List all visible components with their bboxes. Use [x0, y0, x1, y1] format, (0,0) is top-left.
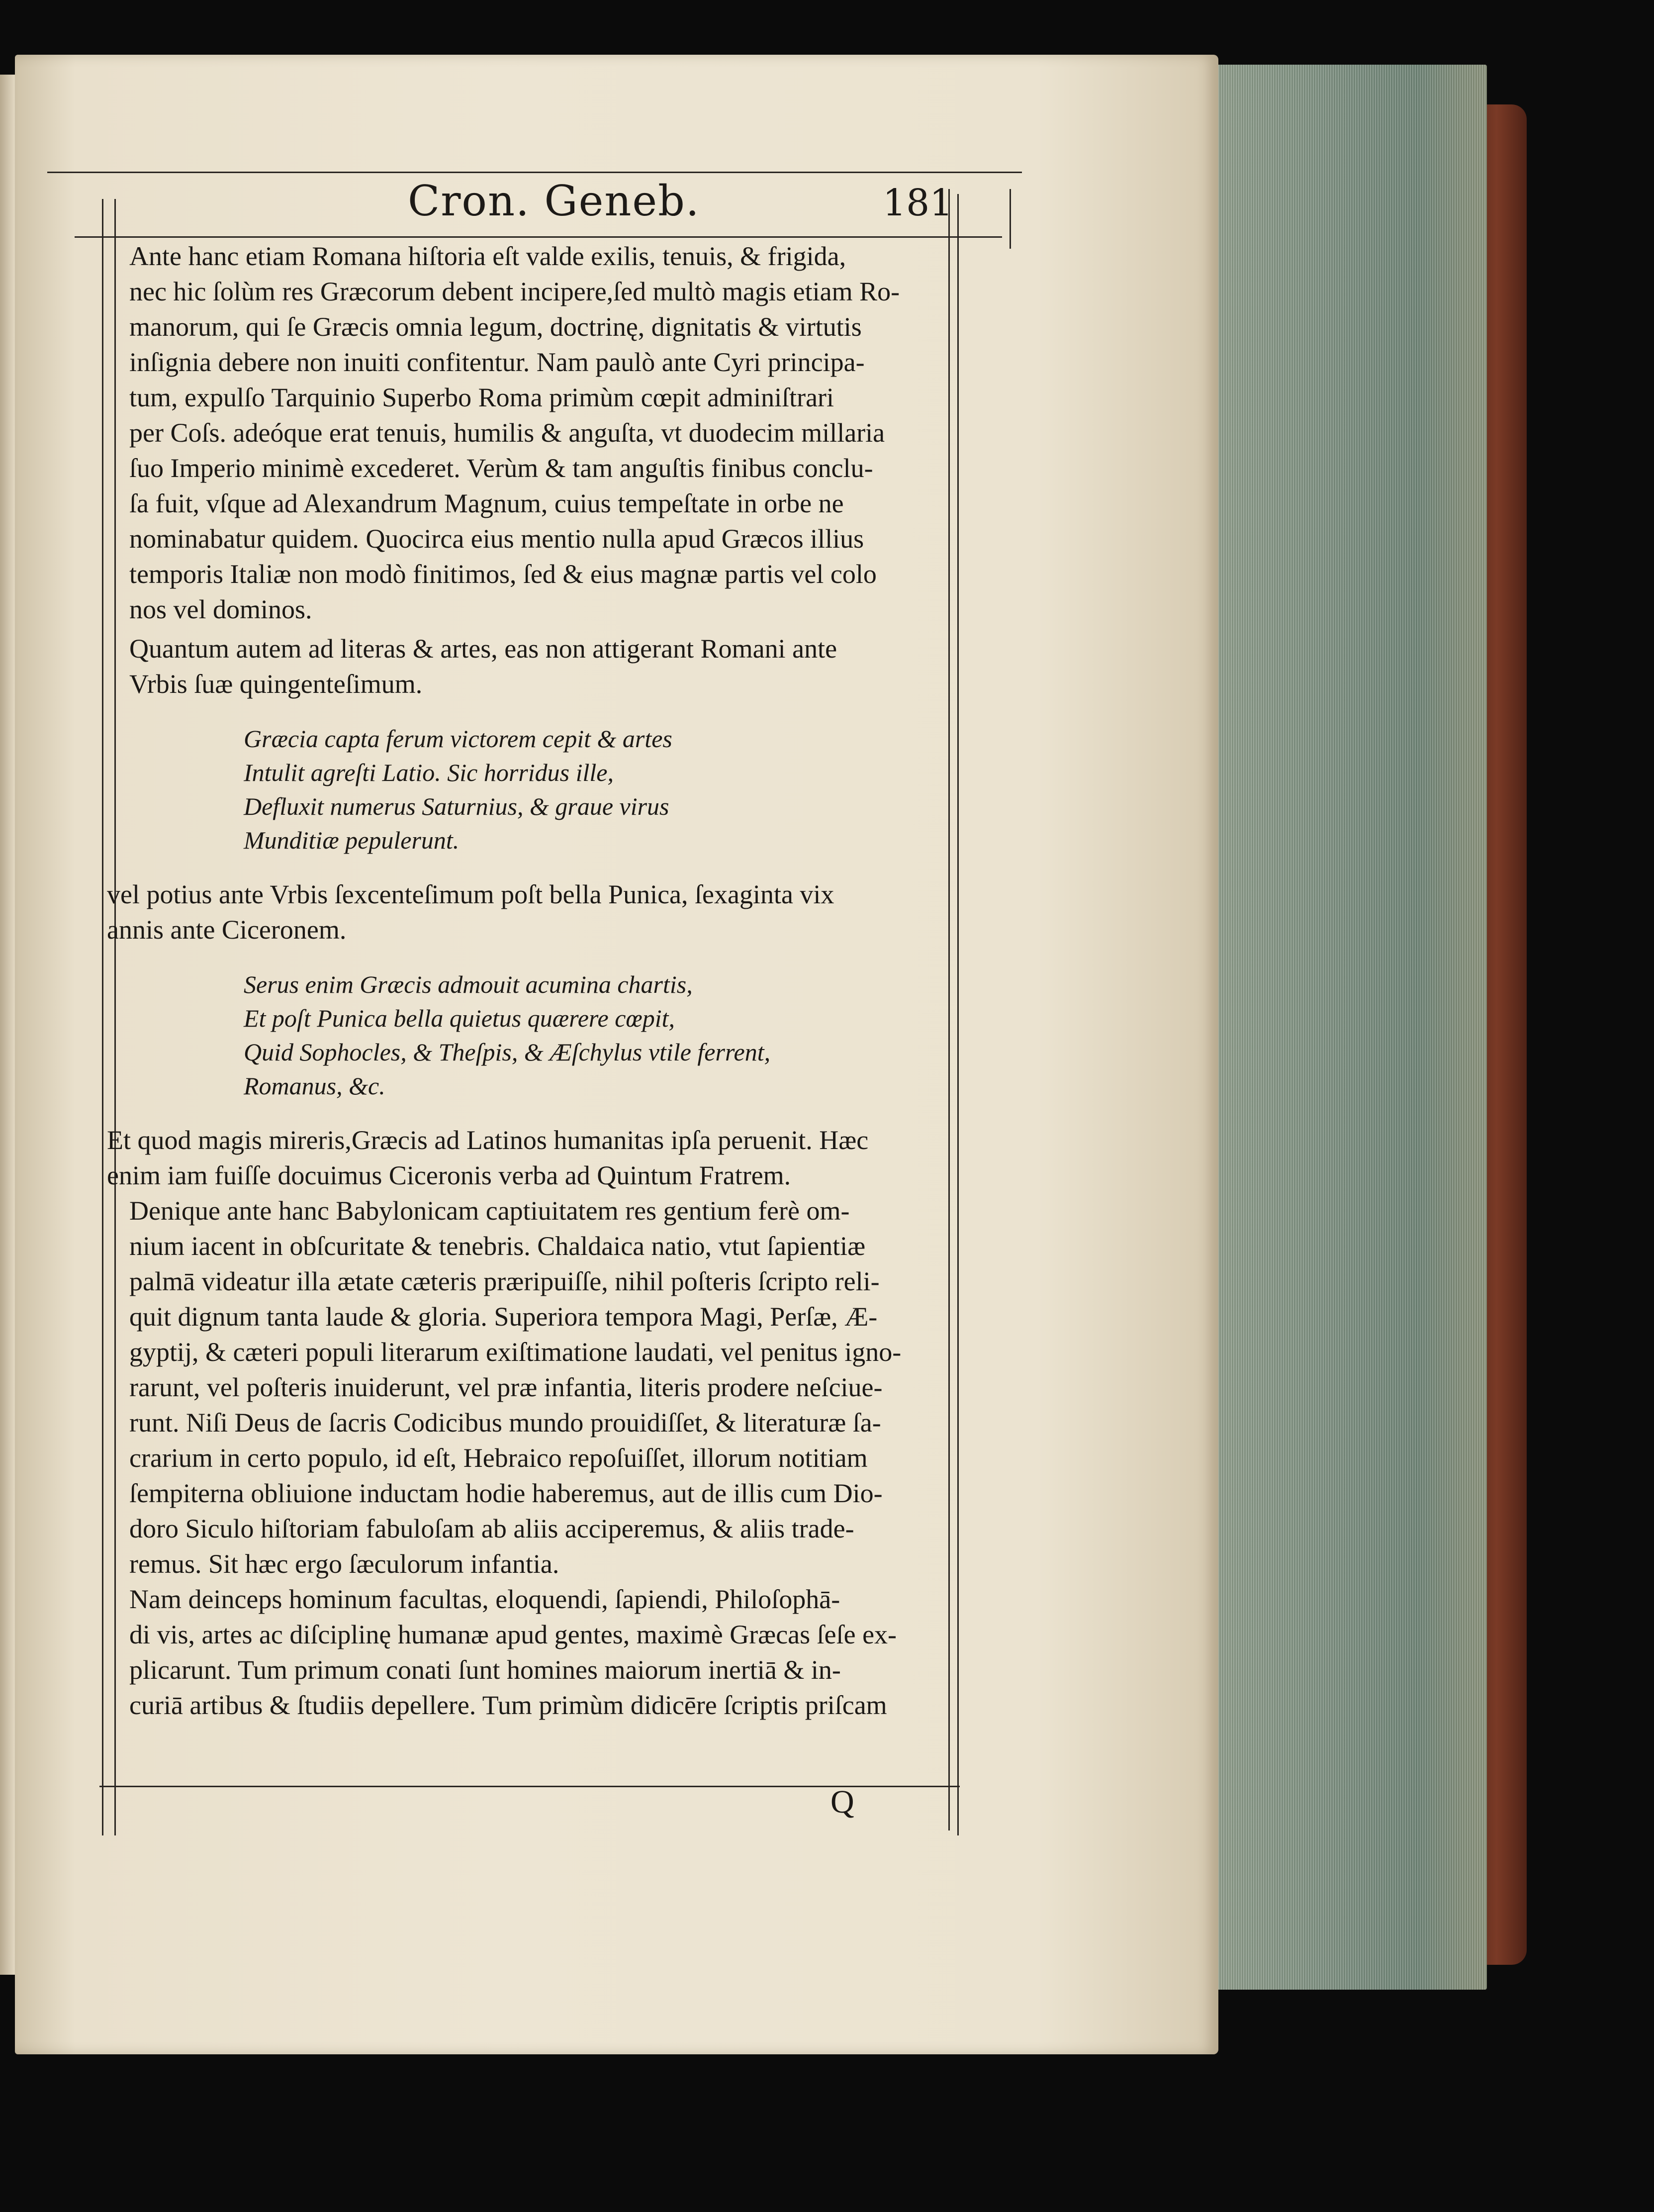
- text-line: Quantum autem ad literas & artes, eas non attigerant Romani ante: [129, 634, 837, 664]
- header-rule-top: [47, 172, 1022, 173]
- text-line: manorum, qui ſe Græcis omnia legum, doctrinę, dignitatis & virtutis: [129, 312, 862, 342]
- text-line: Denique ante hanc Babylonicam captiuitatem res gentium ferè om-: [129, 1196, 850, 1226]
- paragraph-literature: [107, 631, 955, 702]
- verse-line: Munditiæ pepulerunt.: [244, 826, 459, 854]
- page-number: 181: [883, 182, 953, 224]
- verse-quotation-1: [244, 722, 955, 857]
- text-line: runt. Niſi Deus de ſacris Codicibus mundo prouidiſſet, & literaturæ ſa-: [129, 1408, 881, 1438]
- verse-line: Quid Sophocles, & Theſpis, & Æſchylus vtile ferrent,: [244, 1038, 771, 1066]
- verse-line: Græcia capta ferum victorem cepit & artes: [244, 725, 672, 753]
- text-line: Nam deinceps hominum facultas, eloquendi, ſapiendi, Philoſophā-: [129, 1584, 840, 1614]
- header-right-rule: [1010, 189, 1011, 249]
- verse-quotation-2: [244, 967, 955, 1103]
- paragraph-faculties: [107, 1582, 955, 1723]
- paragraph-humanitas: [107, 1123, 955, 1193]
- body-text: [107, 239, 955, 1723]
- text-line: nos vel dominos.: [129, 594, 312, 624]
- text-line: inſignia debere non inuiti confitentur. Nam paulò ante Cyri principa-: [129, 347, 865, 377]
- text-line: plicarunt. Tum primum conati ſunt homines maiorum inertiā & in-: [129, 1655, 841, 1685]
- text-line: remus. Sit hæc ergo ſæculorum infantia.: [129, 1549, 559, 1579]
- frame-left-rule: [102, 199, 103, 1835]
- paragraph-roman-history: [107, 239, 955, 627]
- text-line: curiā artibus & ſtudiis depellere. Tum primùm didicēre ſcriptis priſcam: [129, 1690, 887, 1720]
- text-line: enim iam fuiſſe docuimus Ciceronis verba ad Quintum Fratrem.: [107, 1160, 791, 1190]
- verse-line: Defluxit numerus Saturnius, & graue virus: [244, 792, 669, 820]
- paragraph-punic: [107, 877, 955, 948]
- running-title: Cron. Geneb.: [408, 177, 700, 225]
- text-line: palmā videatur illa ætate cæteris præripuiſſe, nihil poſteris ſcripto reli-: [129, 1266, 880, 1296]
- text-line: crarium in certo populo, id eſt, Hebraico repoſuiſſet, illorum notitiam: [129, 1443, 868, 1473]
- verse-line: Serus enim Græcis admouit acumina chartis,: [244, 970, 693, 998]
- text-line: vel potius ante Vrbis ſexcenteſimum poſt bella Punica, ſexaginta vix: [107, 879, 834, 909]
- text-line: temporis Italiæ non modò finitimos, ſed & eius magnæ partis vel colo: [129, 559, 877, 589]
- text-line: tum, expulſo Tarquinio Superbo Roma primùm cœpit adminiſtrari: [129, 383, 834, 412]
- text-line: per Coſs. adeóque erat tenuis, humilis & anguſta, vt duodecim millaria: [129, 418, 885, 448]
- verse-line: Romanus, &c.: [244, 1072, 385, 1100]
- text-line: quit dignum tanta laude & gloria. Superiora tempora Magi, Perſæ, Æ-: [129, 1302, 878, 1332]
- header-rule-bottom: [75, 236, 1002, 238]
- text-line: nominabatur quidem. Quocirca eius mentio nulla apud Græcos illius: [129, 524, 864, 554]
- text-line: ſempiterna obliuione inductam hodie haberemus, aut de illis cum Dio-: [129, 1478, 883, 1508]
- text-line: ſuo Imperio minimè excederet. Verùm & tam anguſtis finibus conclu-: [129, 453, 873, 483]
- page-block-edges: [1208, 65, 1487, 1990]
- text-line: nec hic ſolùm res Græcorum debent incipere,ſed multò magis etiam Ro-: [129, 277, 900, 306]
- catchword: Q: [830, 1784, 854, 1820]
- text-line: rarunt, vel poſteris inuiderunt, vel præ infantia, literis prodere neſciue-: [129, 1372, 883, 1402]
- paragraph-babylonian: [107, 1193, 955, 1582]
- text-line: annis ante Ciceronem.: [107, 915, 347, 945]
- text-line: gyptij, & cæteri populi literarum exiſtimatione laudati, vel penitus igno-: [129, 1337, 902, 1367]
- text-line: di vis, artes ac diſciplinę humanæ apud gentes, maximè Græcas ſeſe ex-: [129, 1620, 897, 1649]
- text-line: Et quod magis mireris,Græcis ad Latinos humanitas ipſa peruenit. Hæc: [107, 1125, 869, 1155]
- text-line: ſa fuit, vſque ad Alexandrum Magnum, cuius tempeſtate in orbe ne: [129, 488, 844, 518]
- text-line: doro Siculo hiſtoriam fabuloſam ab aliis acciperemus, & aliis trade-: [129, 1514, 854, 1543]
- text-line: nium iacent in obſcuritate & tenebris. Chaldaica natio, vtut ſapientiæ: [129, 1231, 866, 1261]
- text-line: Vrbis ſuæ quingenteſimum.: [129, 669, 423, 699]
- frame-right-rule: [957, 194, 959, 1835]
- verse-line: Et poſt Punica bella quietus quærere cœpit,: [244, 1004, 675, 1032]
- verse-line: Intulit agreſti Latio. Sic horridus ille,: [244, 759, 614, 786]
- text-line: Ante hanc etiam Romana hiſtoria eſt valde exilis, tenuis, & frigida,: [129, 241, 846, 271]
